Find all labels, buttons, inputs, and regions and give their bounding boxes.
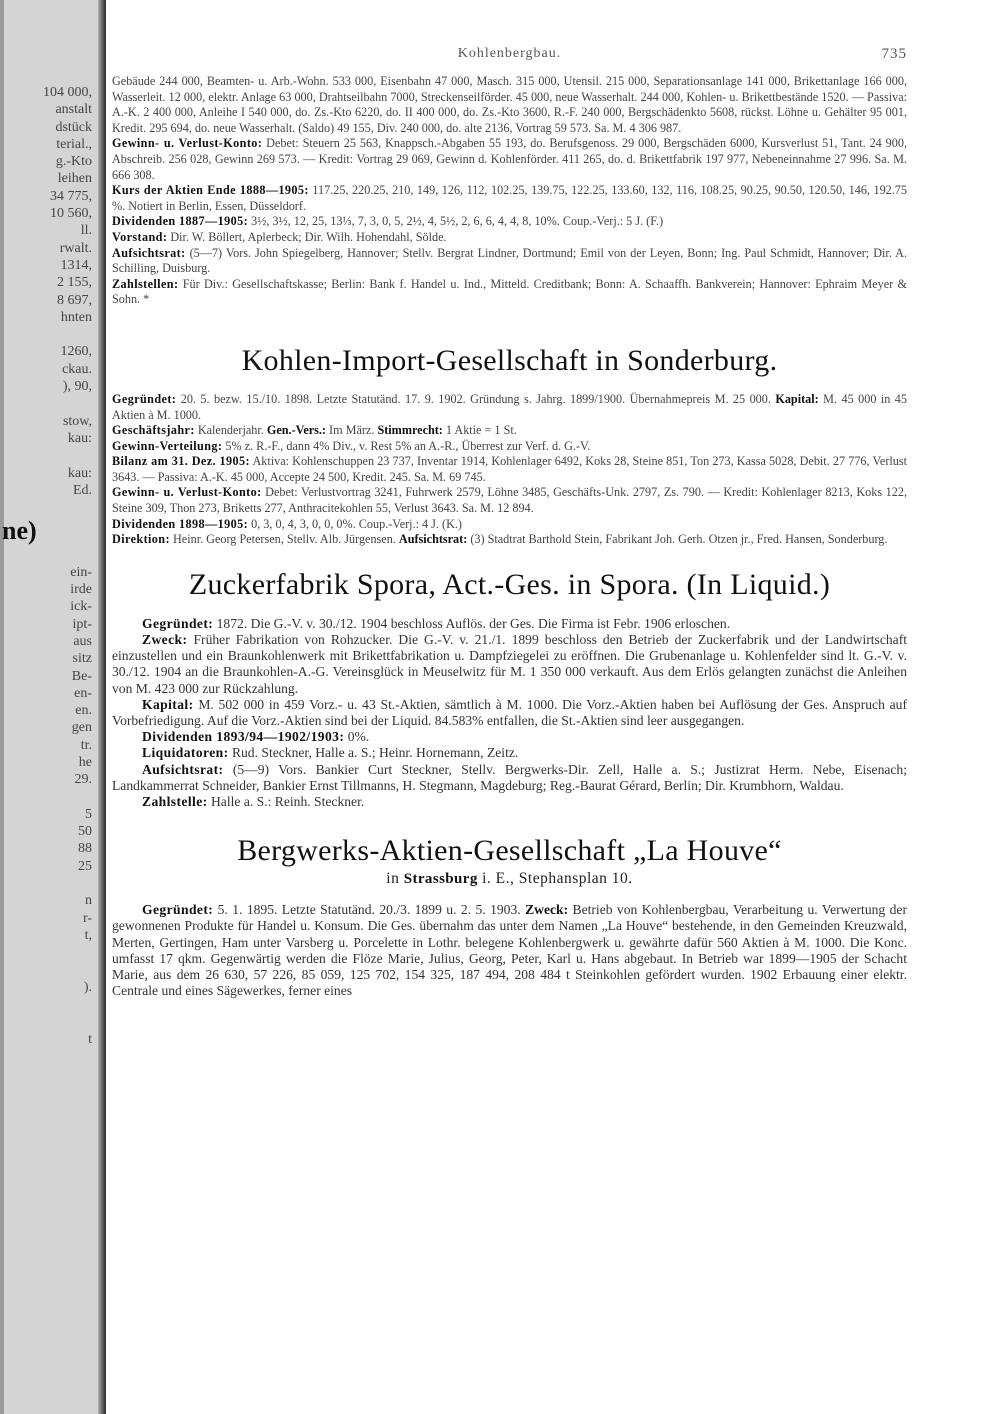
intro-vorstand (112, 230, 907, 246)
s3-zweck-label: Zweck: (525, 902, 569, 918)
section3-title: Bergwerks-Aktien-Gesellschaft „La Houve“ (237, 834, 782, 868)
s2-kapital (112, 697, 907, 729)
intro-gv-text: Debet: Steuern 25 563, Knappsch.-Abgaben 55 193, do. Berufsgenoss. 29 000, Bergschäden 6000, Kursverlust 51, Tant. 24 900, Abschreib. 256 028, Gewinn 269 573. — Kredit: Vortrag 29 069, Gewinn d. Kohlenförder. 411 265, do. d. Brikettfabrik 197 977, Nebeneinnahme 27 996. Sa. M. 666 308. (112, 136, 908, 182)
intro-paragraph: Gebäude 244 000, Beamten- u. Arb.-Wohn. 533 000, Eisenbahn 47 000, Masch. 315 000, Utensil. 215 000, Separationsanlage 141 000, Brikettanlage 166 000, Wasserleit. 12 000, elektr. Anlage 63 000, Drahtseilbahn 7000, Streckenseilförder. 45 000, neue Wasserhalt. 244 000, Kohlen- u. Brikettbestände 1520. — Passiva: A.-K. 2 400 000, Anleihe I 540 000, do. Zs.-Kto 6220, do. II 400 000, do. Zs.-Kto 3600, R.-F. 240 000, Bergschädenkto 5608, rückst. Löhne u. Gehälter 95 001, Kredit. 295 694, do. neue Wasserhalt. (Saldo) 49 155, Div. 240 000, do. alte 2136, Vortrag 59 573. Sa. M. 4 306 987. (112, 74, 907, 135)
gutter-line: ), 90, (62, 379, 92, 395)
gutter-line: Ed. (72, 482, 92, 498)
gutter-line: g.-Kto (55, 154, 92, 170)
gutter-line: en- (74, 685, 92, 701)
gutter-line: ne) (2, 516, 37, 546)
s1-gj-text: Kalenderjahr. (197, 423, 264, 438)
gutter-line: ). (83, 979, 92, 995)
s1-dir-text: Heinr. Georg Petersen, Stellv. Alb. Jürgensen. (173, 532, 396, 547)
s1-gv-text: Im März. (329, 423, 375, 438)
gutter-line: anstalt (55, 102, 92, 118)
binding-strip (98, 0, 106, 1414)
gutter-line: 50 (78, 824, 92, 840)
section3-subtitle (112, 870, 907, 888)
gutter-line: ckau. (62, 361, 92, 377)
s1-stimm-label: Stimmrecht: (377, 423, 443, 438)
gutter-line (2, 962, 92, 979)
gutter-line (2, 996, 92, 1013)
intro-ar-text: (5—7) Vors. John Spiegelberg, Hannover; Stellv. Bergrat Lindner, Dortmund; Emil von der Leyen, Bonn; Ing. Paul Schmidt, Hannover; Dir. A. Schilling, Duisburg. (112, 245, 908, 276)
intro-gv (112, 136, 907, 183)
gutter-line (2, 546, 92, 563)
s1-gv-label: Gen.-Vers.: (266, 423, 326, 438)
gutter-line (2, 789, 92, 806)
s1-div-text: 0, 3, 0, 4, 3, 0, 0, 0%. Coup.-Verj.: 4 J. (K.) (251, 516, 462, 531)
gutter-line: dstück (55, 119, 92, 135)
intro-gv-label: Gewinn- u. Verlust-Konto: (112, 136, 263, 151)
s1-gegr (112, 392, 907, 423)
s2-liq (112, 745, 907, 761)
s1-dir-label: Direktion: (112, 532, 170, 547)
gutter-line: 1314, (60, 257, 92, 273)
s3-sub-pre: in (386, 870, 400, 888)
page-number: 735 (881, 46, 907, 62)
s3-zweck-text: Betrieb von Kohlenbergbau, Verarbeitung u. Verwertung der gewonnenen Produkte für Handel u. Konsum. Die Ges. übernahm das unter dem Namen „La Houve“ bestehende, in den Gemeinden Kreuzwald, Merten, Gertingen, Ham unter Varsberg u. Porcelette in Lothr. belegene Kohlenbergwerk u. gewährte dafür 560 Aktien à M. 1000. Die Konc. umfasst 17 qkm. Gegenwärtig werden die Flöze Marie, Julius, Georg, Peter, Karl u. Hans abgebaut. In Betrieb war 1899—1905 der Schacht Marie, aus dem 26 630, 57 226, 85 059, 125 702, 154 325, 187 494, 208 484 t Steinkohlen gefördert wurden. 1902 Erbauung einer elektr. Centrale und eines Sägewerkes, ferner eines (112, 902, 907, 999)
intro-ar-label: Aufsichtsrat: (112, 245, 186, 260)
section2-block (112, 616, 907, 810)
gutter-line: irde (70, 582, 92, 598)
s1-bilanz (112, 454, 907, 485)
s2-zahl (112, 794, 907, 810)
gutter-line: t, (84, 927, 92, 943)
s3-gegr (112, 902, 907, 999)
gutter-line (2, 944, 92, 961)
gutter-line: n (85, 893, 92, 909)
s1-kapital-label: Kapital: (775, 391, 819, 406)
gutter-line (2, 1013, 92, 1030)
s1-gegr-text: 20. 5. bezw. 15./10. 1898. Letzte Statutänd. 17. 9. 1902. Gründung s. Jahrg. 1899/1900. Übernahmepreis M. 25 000. (180, 391, 771, 406)
gutter-line: tr. (80, 737, 92, 753)
gutter-line: 25 (78, 858, 92, 874)
s3-sub-city: Strassburg (403, 871, 478, 888)
gutter-line: 29. (74, 772, 92, 788)
s1-ar-text: (3) Stadtrat Barthold Stein, Fabrikant Joh. Gerh. Otzen jr., Fred. Hansen, Sonderburg. (470, 532, 888, 547)
gutter-line: 104 000, (43, 85, 92, 100)
gutter-line: 34 775, (50, 188, 92, 204)
gutter-line: 2 155, (57, 275, 92, 291)
s1-kapital-text: M. 45 000 in 45 Aktien à M. 1000. (112, 391, 907, 422)
section3-block (112, 902, 907, 999)
s1-dir (112, 532, 907, 548)
section1-title: Kohlen-Import-Gesellschaft in Sonderburg. (241, 343, 778, 377)
s1-guv-text: Debet: Verlustvortrag 3241, Fuhrwerk 2579, Löhne 3485, Geschäfts-Unk. 2797, Zs. 790. — Kredit: Kohlenlager 8213, Koks 122, Steine 309, Thon 273, Briketts 277, Anthracitekohlen 55, Verlust 3643. Sa. M. 12 894. (112, 485, 907, 516)
gutter-line: r- (82, 910, 92, 926)
gutter-line: terial., (56, 136, 92, 152)
gutter-line: 8 697, (57, 292, 92, 308)
gutter-line: kau: (67, 465, 92, 481)
intro-block (112, 74, 907, 308)
intro-div-text: 3½, 3½, 12, 25, 13⅓, 7, 3, 0, 5, 2½, 4, 5½, 2, 6, 6, 4, 4, 8, 10%. Coup.-Verj.: 5 J. (F.) (251, 214, 664, 229)
gutter-line: en. (75, 703, 92, 719)
s2-ar-label: Aufsichtsrat: (142, 761, 224, 777)
intro-vorstand-label: Vorstand: (112, 229, 168, 244)
s2-zweck (112, 632, 907, 697)
s2-div (112, 729, 907, 745)
intro-div (112, 214, 907, 230)
gutter-line: 5 (85, 806, 92, 822)
s1-bilanz-text: Aktiva: Kohlenschuppen 23 737, Inventar 1914, Kohlenlager 6492, Koks 28, Steine 851, Ton 273, Kassa 5028, Debit. 27 776, Verlust 3643. — Passiva: A.-K. 45 000, Accepte 24 500, Kredit. 245. Sa. M. 69 745. (112, 454, 908, 484)
intro-ar (112, 246, 907, 277)
intro-kurs-text: 117.25, 220.25, 210, 149, 126, 112, 102.25, 139.75, 122.25, 133.60, 132, 116, 108.25, 90.25, 90.50, 120.50, 146, 192.75 %. Notiert in Berlin, Essen, Düsseldorf. (112, 183, 907, 213)
s1-guv (112, 485, 907, 516)
s1-gewinnvert-label: Gewinn-Verteilung: (112, 438, 223, 453)
gutter-line: 10 560, (50, 206, 92, 222)
s2-ar-text: (5—9) Vors. Bankier Curt Steckner, Stellv. Bergwerks-Dir. Zell, Halle a. S.; Justizrat Herm. Nebe, Eisenach; Landkammerrat Schneider, Bankier Ernst Tillmanns, H. Stegmann, Magdeburg; Reg.-Baurat Gérard, Berlin; Dir. Krumbhorn, Waldau. (112, 761, 908, 793)
gutter-line (2, 875, 92, 892)
s2-kapital-label: Kapital: (142, 696, 194, 712)
intro-kurs (112, 183, 907, 214)
gutter-line: rwalt. (59, 240, 92, 256)
gutter-line: ein- (70, 564, 92, 580)
intro-zahl-label: Zahlstellen: (112, 276, 179, 291)
s2-zweck-label: Zweck: (142, 632, 188, 648)
s2-zahl-label: Zahlstelle: (142, 794, 208, 810)
page (112, 40, 907, 1000)
s2-div-label: Dividenden 1893/94—1902/1903: (142, 729, 345, 745)
s1-guv-label: Gewinn- u. Verlust-Konto: (112, 485, 262, 500)
s2-gegr-text: 1872. Die G.-V. v. 30./12. 1904 beschloss Auflös. der Ges. Die Firma ist Febr. 1906 erloschen. (216, 615, 731, 631)
running-title: Kohlenbergbau. (457, 46, 562, 61)
left-gutter (0, 0, 106, 1414)
intro-zahl (112, 277, 907, 308)
gutter-line: leihen (57, 171, 92, 187)
s2-ar (112, 762, 907, 794)
gutter-line: aus (73, 633, 92, 649)
s3-gegr-label: Gegründet: (142, 902, 214, 918)
s2-liq-text: Rud. Steckner, Halle a. S.; Heinr. Hornemann, Zeitz. (231, 745, 519, 761)
gutter-line: t (88, 1031, 92, 1047)
gutter-line: 1260, (60, 344, 92, 360)
s1-ar-label: Aufsichtsrat: (398, 532, 468, 547)
intro-kurs-label: Kurs der Aktien Ende 1888—1905: (112, 183, 309, 198)
gutter-line: gen (71, 720, 92, 736)
s1-gj (112, 423, 907, 439)
gutter-line (2, 499, 92, 516)
gutter-line: hnten (60, 309, 92, 325)
s1-stimm-text: 1 Aktie = 1 St. (445, 423, 517, 438)
s2-kapital-text: M. 502 000 in 459 Vorz.- u. 43 St.-Aktien, sämtlich à M. 1000. Die Vorz.-Aktien haben bei Auflösung der Ges. Anspruch auf Vorbefriedigung. Auf die Vorz.-Aktien sind bei der Liquid. 84.583% entfallen, die St.-Aktien sind leer ausgegangen. (112, 696, 907, 729)
s3-sub-post: i. E., Stephansplan 10. (482, 870, 633, 888)
gutter-line: 88 (78, 841, 92, 857)
gutter-line: stow, (62, 413, 92, 429)
s1-gj-label: Geschäftsjahr: (112, 423, 195, 438)
gutter-line (2, 326, 92, 343)
gutter-line (2, 447, 92, 464)
s1-gewinnvert (112, 439, 907, 455)
s1-gegr-label: Gegründet: (112, 391, 177, 406)
gutter-line: ick- (70, 599, 92, 615)
s3-gegr-text: 5. 1. 1895. Letzte Statutänd. 20./3. 1899 u. 2. 5. 1903. (217, 902, 521, 918)
s1-div (112, 517, 907, 533)
intro-div-label: Dividenden 1887—1905: (112, 214, 249, 229)
s2-zweck-text: Früher Fabrikation von Rohzucker. Die G.-V. v. 21./1. 1899 beschloss den Betrieb der Zuckerfabrik und der Landwirtschaft einzustellen und ein Braunkohlenwerk mit Brikettfabrikation u. Dampfziegelei zu eröffnen. Die Grubenanlage u. Kohlenfelder sind lt. G.-V. v. 30./12. 1904 an die Braunkohlen-A.-G. Vereinsglück in Meuselwitz für M. 1 350 000 verkauft. Aus dem Erlös gelangten zunächst die Anleihen von M. 423 000 zur Rückzahlung. (112, 632, 907, 696)
gutter-line: Be- (71, 668, 92, 684)
s2-gegr (112, 616, 907, 632)
s2-gegr-label: Gegründet: (142, 615, 214, 631)
gutter-line: kau: (67, 430, 92, 446)
section1-block (112, 392, 907, 548)
running-head (112, 40, 907, 74)
gutter-line: he (78, 754, 92, 770)
gutter-line: sitz (72, 651, 92, 667)
intro-zahl-text: Für Div.: Gesellschaftskasse; Berlin: Bank f. Handel u. Ind., Mitteld. Creditbank; Bonn: A. Schaaffh. Bankverein; Hannover: Ephraim Meyer & Sohn. * (112, 276, 908, 307)
gutter-line: ll. (80, 223, 92, 239)
section2-title: Zuckerfabrik Spora, Act.-Ges. in Spora. (In Liquid.) (188, 567, 831, 601)
gutter-line (2, 395, 92, 412)
s1-gewinnvert-text: 5% z. R.-F., dann 4% Div., v. Rest 5% an A.-R., Überrest zur Verf. d. G.-V. (225, 438, 591, 453)
s1-bilanz-label: Bilanz am 31. Dez. 1905: (112, 454, 250, 469)
s2-zahl-text: Halle a. S.: Reinh. Steckner. (210, 794, 365, 810)
gutter-text (2, 84, 92, 1048)
s1-div-label: Dividenden 1898—1905: (112, 516, 249, 531)
intro-vorstand-text: Dir. W. Böllert, Aplerbeck; Dir. Wilh. Hohendahl, Sölde. (170, 229, 447, 244)
s2-div-text: 0%. (347, 729, 370, 745)
gutter-line: ipt- (72, 616, 92, 632)
s2-liq-label: Liquidatoren: (142, 745, 229, 761)
